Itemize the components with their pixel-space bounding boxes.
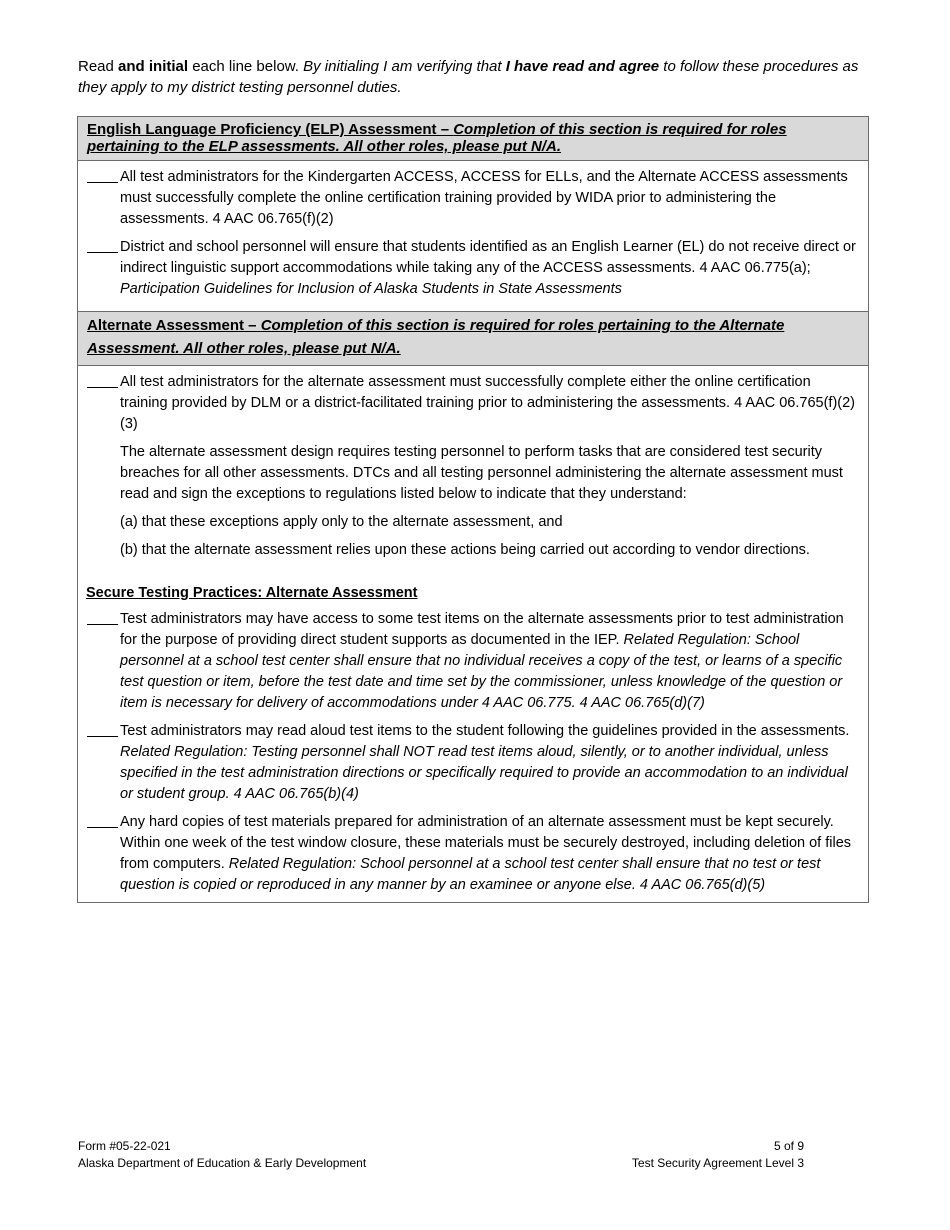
exception-b: (b) that the alternate assessment relies upon these actions being carried out according to vendor directions. bbox=[120, 542, 810, 558]
item-italic-text: Participation Guidelines for Inclusion of Alaska Students in State Assessments bbox=[120, 281, 622, 297]
intro-italic-text: to follow these procedures as they apply to my district testing personnel duties. bbox=[78, 58, 859, 96]
initial-blank[interactable] bbox=[87, 182, 118, 183]
exception-a: (a) that these exceptions apply only to the alternate assessment, and bbox=[120, 514, 563, 530]
alternate-heading-note: Completion of this section is required for roles pertaining to the Alternate Assessment. All other roles, please put N/A. bbox=[87, 317, 785, 357]
department-name: Alaska Department of Education & Early Development bbox=[78, 1156, 367, 1170]
elp-heading-title: English Language Proficiency (ELP) Assessment – bbox=[87, 121, 454, 138]
initial-blank[interactable] bbox=[87, 827, 118, 828]
initial-blank[interactable] bbox=[87, 387, 118, 388]
initial-blank[interactable] bbox=[87, 736, 118, 737]
item-italic-text: Related Regulation: School personnel at a school test center shall ensure that no test or test question is copied or reproduced in any manner by an examinee or anyone else. 4 AAC 06.765(d)(5) bbox=[120, 856, 821, 893]
item-text: Any hard copies of test materials prepared for administration of an alternate assessment must be kept securely. Within one week of the test window closure, these materials must be securely destroyed, including deletion of files from computers. bbox=[120, 814, 852, 872]
intro-text: each line below. bbox=[188, 58, 304, 75]
elp-heading-note: Completion of this section is required for roles pertaining to the ELP assessments. All other roles, please put N/A. bbox=[87, 121, 787, 155]
intro-bold-italic-text: I have read and agree bbox=[505, 58, 660, 75]
alternate-item-1 bbox=[86, 372, 858, 435]
elp-item-2 bbox=[86, 237, 858, 300]
elp-item-1 bbox=[86, 167, 858, 230]
intro-bold-text: and initial bbox=[118, 58, 189, 75]
footer-right bbox=[632, 1138, 804, 1172]
elp-section-heading bbox=[78, 117, 868, 161]
form-number: Form #05-22-021 bbox=[78, 1139, 171, 1153]
item-text: Test administrators may read aloud test items to the student following the guidelines provided in the assessments. bbox=[120, 723, 850, 739]
item-text: All test administrators for the Kindergarten ACCESS, ACCESS for ELLs, and the Alternate ACCESS assessments must successfully complete the online certification training provided by WIDA prior to administering the assessments. 4 AAC 06.765(f)(2) bbox=[120, 169, 848, 227]
alternate-design-paragraph: The alternate assessment design requires testing personnel to perform tasks that are considered test security breaches for all other assessments. DTCs and all testing personnel administering the alternate assessment must read and sign the exceptions to regulations listed below to indicate that they understand: bbox=[120, 444, 843, 502]
intro-text: Read bbox=[78, 58, 119, 75]
practice-item-2 bbox=[86, 721, 858, 805]
alternate-heading-title: Alternate Assessment – bbox=[87, 317, 261, 334]
practice-item-1 bbox=[86, 609, 858, 714]
elp-section-body bbox=[78, 161, 868, 311]
alternate-section-body bbox=[78, 366, 868, 902]
item-text: Test administrators may have access to some test items on the alternate assessments prior to test administration for the purpose of providing direct student supports as documented in the IEP. bbox=[120, 611, 844, 648]
practice-item-3 bbox=[86, 812, 858, 896]
alternate-section-heading bbox=[78, 311, 868, 366]
agreement-table bbox=[77, 116, 869, 903]
initial-blank[interactable] bbox=[87, 624, 118, 625]
intro-italic-text: By initialing I am verifying that bbox=[303, 58, 506, 75]
footer-left bbox=[78, 1138, 366, 1172]
item-text: All test administrators for the alternate assessment must successfully complete either the online certification training provided by DLM or a district-facilitated training prior to administering the assessments. 4 AAC 06.765(f)(2)(3) bbox=[120, 374, 855, 432]
page-number: 5 of 9 bbox=[773, 1139, 804, 1153]
item-text: District and school personnel will ensure that students identified as an English Learner (EL) do not receive direct or indirect linguistic support accommodations while taking any of the ACCESS assessments. 4 AAC 06.775(a); bbox=[120, 239, 856, 276]
secure-testing-subheading: Secure Testing Practices: Alternate Assessment bbox=[86, 585, 418, 601]
intro-instructions bbox=[78, 56, 878, 98]
item-italic-text: Related Regulation: Testing personnel shall NOT read test items aloud, silently, or to another individual, unless specified in the test administration directions or specifically required to provide an accommodation to an individual or student group. 4 AAC 06.765(b)(4) bbox=[120, 744, 848, 802]
item-italic-text: Related Regulation: School personnel at a school test center shall ensure that no individual receives a copy of the test, or learns of a specific test question or item, before the test date and time set by the commissioner, unless knowledge of the question or item is necessary for delivery of accommodations under 4 AAC 06.775. 4 AAC 06.765(d)(7) bbox=[120, 632, 843, 711]
document-title: Test Security Agreement Level 3 bbox=[631, 1156, 804, 1170]
initial-blank[interactable] bbox=[87, 252, 118, 253]
